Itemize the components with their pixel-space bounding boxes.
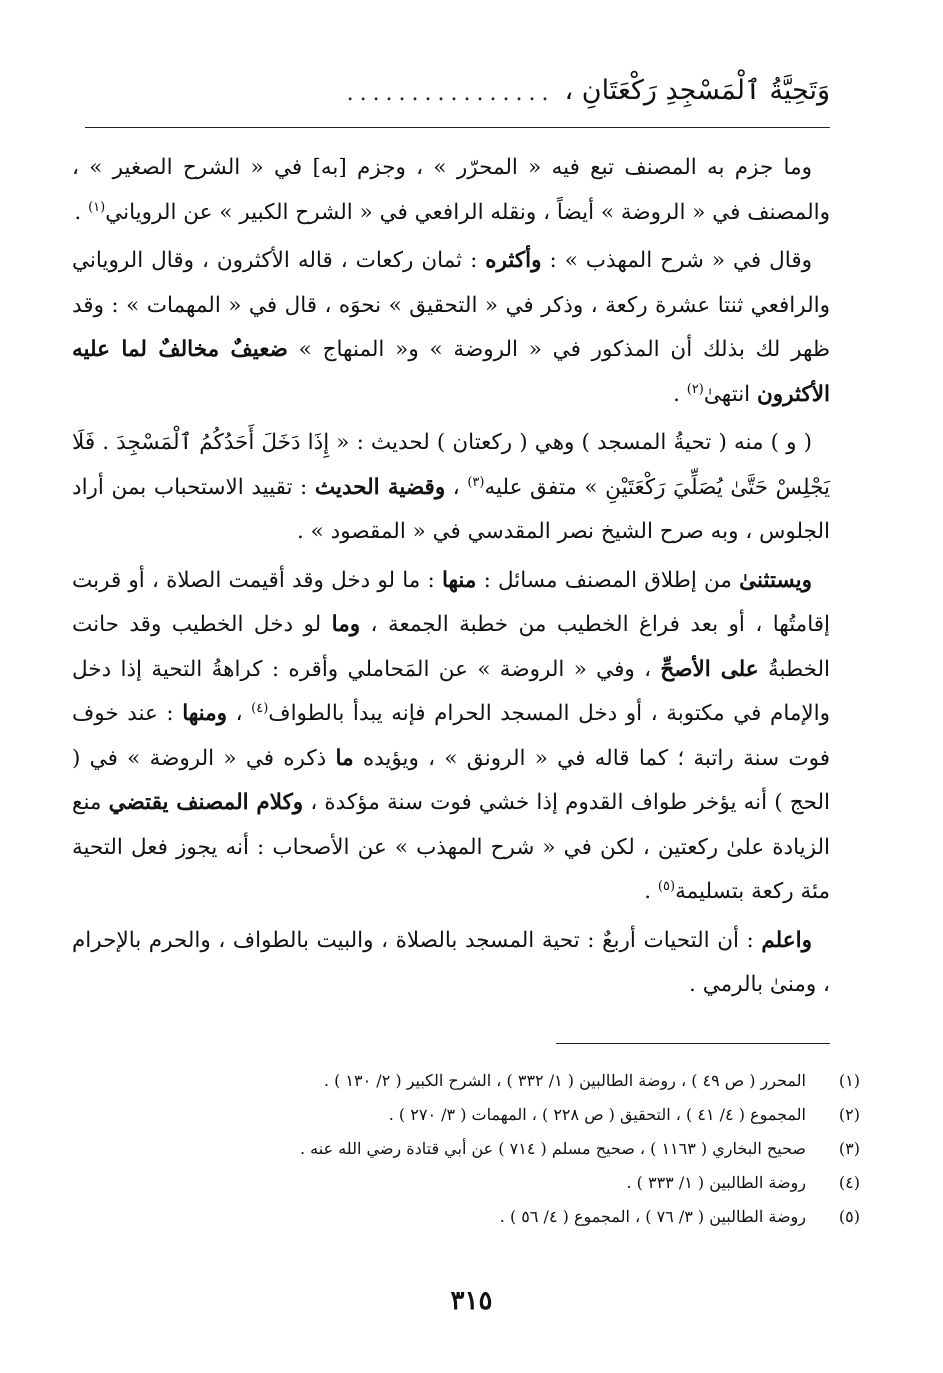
- bold-term: ضعيفٌ مخالفٌ لما عليه الأكثرون: [72, 337, 830, 407]
- text-run: : أن التحيات أربعٌ : تحية المسجد بالصلاة ، والبيت بالطواف ، والحرم بالإحرام ، ومنىٰ بالرمي .: [72, 927, 830, 997]
- text-run: ، وفي « الروضة » عن المَحاملي وأقره : كراهةُ التحية إذا دخل والإمام في مكتوبة ، أو دخل المسجد الحرام فإنه يبدأ بالطواف: [72, 656, 831, 726]
- running-header: [85, 56, 830, 106]
- footnote-text: المجموع ( ٤/ ٤١ ) ، التحقيق ( ص ٢٢٨ ) ، المهمات ( ٣/ ٢٧٠ ) .: [388, 1105, 806, 1124]
- text-run: من إطلاق المصنف مسائل :: [476, 567, 740, 593]
- paragraph: [72, 421, 830, 555]
- paragraph: [72, 919, 830, 1008]
- bold-term: واعلم: [761, 927, 812, 953]
- text-run: .: [644, 879, 658, 904]
- text-run: ،: [445, 474, 468, 500]
- text-run: : ثمان ركعات ، قاله الأكثرون ، وقال الروياني والرافعي ثنتا عشرة ركعة ، وذكر في « التحقيق » نحوَه ، قال في « المهمات » : وقد ظهر لك بذلك أن المذكور في « الروضة » و« المنهاج »: [72, 248, 830, 362]
- footnote-ref: (٥): [657, 878, 676, 894]
- footnote-text: صحيح البخاري ( ١١٦٣ ) ، صحيح مسلم ( ٧١٤ ) عن أبي قتادة رضي الله عنه .: [300, 1139, 806, 1158]
- text-run: : ما لو دخل وقد أقيمت الصلاة ، أو قربت إقامتُها ، أو بعد فراغ الخطيب من خطبة الجمعة ،: [72, 567, 830, 637]
- text-run: .: [74, 199, 89, 225]
- footnote-number: (٥): [838, 1207, 860, 1226]
- footnotes: [150, 1064, 860, 1234]
- text-run: منع الزيادة علىٰ ركعتين ، لكن في « شرح المهذب » عن الأصحاب : أنه يجوز فعل التحية مئة ركعة بتسليمة: [72, 790, 830, 904]
- bold-term: وأكثره: [485, 248, 542, 273]
- bold-term: وما: [331, 612, 361, 637]
- text-run: وقال في « شرح المهذب » :: [541, 248, 812, 273]
- text-run: انتهىٰ: [703, 381, 757, 407]
- footnote-ref: (٣): [467, 474, 485, 490]
- paragraph: [72, 559, 830, 915]
- footnote-text: روضة الطالبين ( ١/ ٣٣٣ ) .: [626, 1173, 806, 1192]
- footnote-number: (١): [838, 1071, 860, 1090]
- bold-term: وكلام المصنف يقتضي: [108, 790, 304, 815]
- header-dots: ................: [346, 81, 555, 106]
- main-text: [72, 146, 830, 1012]
- text-run: ذكره في « الروضة » في ( الحج ) أنه يؤخر طواف القدوم إذا خشي فوت سنة مؤكدة ،: [72, 745, 831, 815]
- paragraph: [72, 239, 830, 417]
- footnote: [150, 1166, 860, 1200]
- text-run: لو دخل الخطيب وقد حانت الخطبةُ: [72, 612, 830, 682]
- footnote: [150, 1098, 860, 1132]
- header-title: وَتَحِيَّةُ ٱلْمَسْجِدِ رَكْعَتَانِ ،: [564, 75, 830, 106]
- footnote-ref: (٤): [251, 700, 269, 716]
- bold-term: منها: [441, 567, 477, 593]
- footnote-rule: [556, 1043, 830, 1044]
- footnote-number: (٢): [838, 1105, 860, 1124]
- text-run: .: [673, 381, 687, 407]
- text-run: : عند خوف فوت سنة راتبة ؛ كما قاله في « الرونق » ، ويؤيده: [72, 701, 830, 771]
- footnote-ref: (٢): [686, 381, 704, 397]
- bold-term: ويستثنىٰ: [739, 567, 812, 593]
- footnote-text: المحرر ( ص ٤٩ ) ، روضة الطالبين ( ١/ ٣٣٢ ) ، الشرح الكبير ( ٢/ ١٣٠ ) .: [323, 1071, 806, 1090]
- footnote: [150, 1132, 860, 1166]
- bold-term: وقضية الحديث: [314, 474, 446, 500]
- footnote-text: روضة الطالبين ( ٣/ ٧٦ ) ، المجموع ( ٤/ ٥٦ ) .: [499, 1207, 806, 1226]
- text-run: ( و ) منه ( تحيةُ المسجد ) وهي ( ركعتان ) لحديث : « إِذَا دَخَلَ أَحَدُكُمُ ٱلْمَسْجِدَ . فَلَا يَجْلِسْ حَتَّىٰ يُصَلِّيَ رَكْعَتَيْنِ » متفق عليه: [72, 430, 830, 500]
- bold-term: على الأصحِّ: [660, 656, 759, 682]
- text-run: وما جزم به المصنف تبع فيه « المحرّر » ، وجزم [به] في « الشرح الصغير » ، والمصنف في « الروضة » أيضاً ، ونقله الرافعي في « الشرح الكبير » عن الروياني: [72, 155, 830, 225]
- text-run: : تقييد الاستحباب بمن أراد الجلوس ، وبه صرح الشيخ نصر المقدسي في « المقصود » .: [72, 474, 830, 544]
- footnote-ref: (١): [88, 199, 106, 215]
- bold-term: ومنها: [182, 701, 228, 726]
- footnote-number: (٤): [838, 1173, 860, 1192]
- footnote: [150, 1200, 860, 1234]
- footnote: [150, 1064, 860, 1098]
- paragraph: [72, 146, 830, 235]
- footnote-number: (٣): [838, 1139, 860, 1158]
- text-run: ،: [227, 701, 252, 726]
- header-rule: [85, 127, 830, 128]
- page-number: ٣١٥: [450, 1286, 493, 1316]
- bold-term: ما: [335, 745, 354, 771]
